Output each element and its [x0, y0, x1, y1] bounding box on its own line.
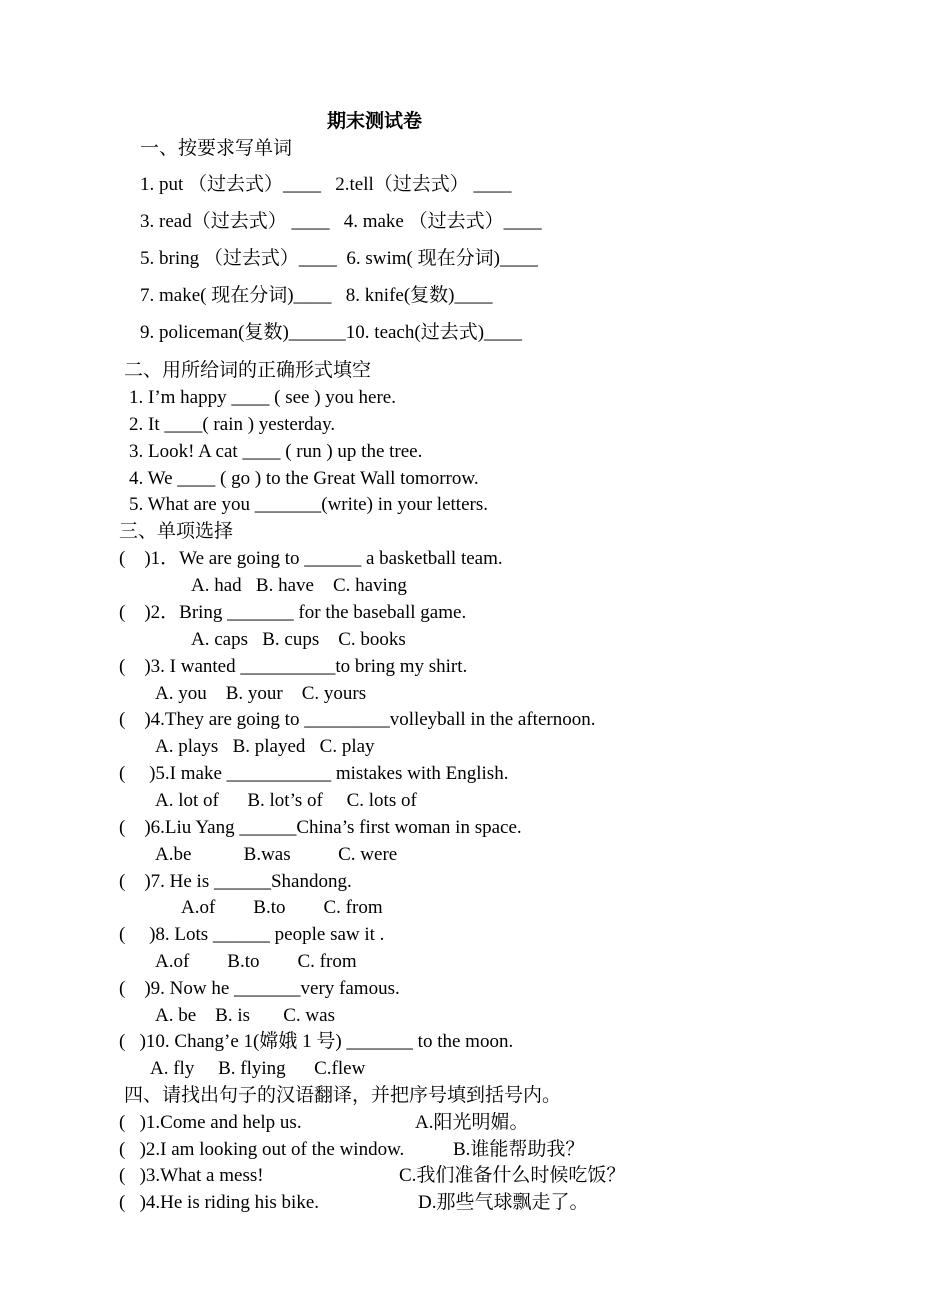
choice-question: ( )2．Bring _______ for the baseball game. [119, 602, 467, 623]
choice-question: ( )4.They are going to _________volleyball in the afternoon. [119, 709, 596, 730]
match-sentence: ( )2.I am looking out of the window. [119, 1139, 405, 1160]
choice-options: A.of B.to C. from [181, 897, 383, 918]
match-sentence: ( )4.He is riding his bike. [119, 1192, 320, 1213]
choice-options: A. caps B. cups C. books [191, 629, 406, 650]
section-2-line: 1. I’m happy ____ ( see ) you here. [129, 387, 396, 408]
match-sentence: ( )3.What a mess! [119, 1165, 264, 1186]
section-4-heading: 四、请找出句子的汉语翻译，并把序号填到括号内。 [124, 1085, 562, 1106]
match-translation: D.那些气球飘走了。 [418, 1192, 589, 1213]
section-1-line: 1. put （过去式）____ 2.tell（过去式） ____ [140, 174, 512, 195]
section-1-line: 9. policeman(复数)______10. teach(过去式)____ [140, 322, 523, 343]
section-3-heading: 三、单项选择 [119, 521, 234, 542]
section-1-line: 7. make( 现在分词)____ 8. knife(复数)____ [140, 285, 493, 306]
section-1-heading: 一、按要求写单词 [140, 138, 293, 159]
page-title: 期末测试卷 [327, 111, 423, 132]
section-2-line: 5. What are you _______(write) in your letters. [129, 494, 488, 515]
choice-question: ( )10. Chang’e 1(嫦娥 1 号) _______ to the moon. [119, 1031, 514, 1052]
choice-question: ( )5.I make ___________ mistakes with English. [119, 763, 509, 784]
choice-options: A.be B.was C. were [155, 844, 398, 865]
match-translation: C.我们准备什么时候吃饭？ [399, 1165, 626, 1186]
choice-question: ( )7. He is ______Shandong. [119, 871, 352, 892]
match-sentence: ( )1.Come and help us. [119, 1112, 302, 1133]
choice-options: A. be B. is C. was [155, 1005, 335, 1026]
choice-options: A. fly B. flying C.flew [150, 1058, 366, 1079]
choice-options: A. plays B. played C. play [155, 736, 375, 757]
choice-question: ( )8. Lots ______ people saw it . [119, 924, 385, 945]
section-2-line: 4. We ____ ( go ) to the Great Wall tomorrow. [129, 468, 479, 489]
choice-question: ( )1．We are going to ______ a basketball team. [119, 548, 503, 569]
section-1-line: 3. read（过去式） ____ 4. make （过去式）____ [140, 211, 542, 232]
choice-question: ( )9. Now he _______very famous. [119, 978, 400, 999]
choice-options: A. had B. have C. having [191, 575, 407, 596]
section-2-line: 3. Look! A cat ____ ( run ) up the tree. [129, 441, 423, 462]
match-translation: A.阳光明媚。 [415, 1112, 529, 1133]
choice-options: A.of B.to C. from [155, 951, 357, 972]
section-1-line: 5. bring （过去式）____ 6. swim( 现在分词)____ [140, 248, 538, 269]
choice-question: ( )3. I wanted __________to bring my shirt. [119, 656, 468, 677]
section-2-line: 2. It ____( rain ) yesterday. [129, 414, 336, 435]
choice-options: A. you B. your C. yours [155, 683, 367, 704]
match-translation: B.谁能帮助我？ [453, 1139, 585, 1160]
choice-options: A. lot of B. lot’s of C. lots of [155, 790, 417, 811]
section-2-heading: 二、用所给词的正确形式填空 [124, 360, 372, 381]
choice-question: ( )6.Liu Yang ______China’s first woman in space. [119, 817, 522, 838]
